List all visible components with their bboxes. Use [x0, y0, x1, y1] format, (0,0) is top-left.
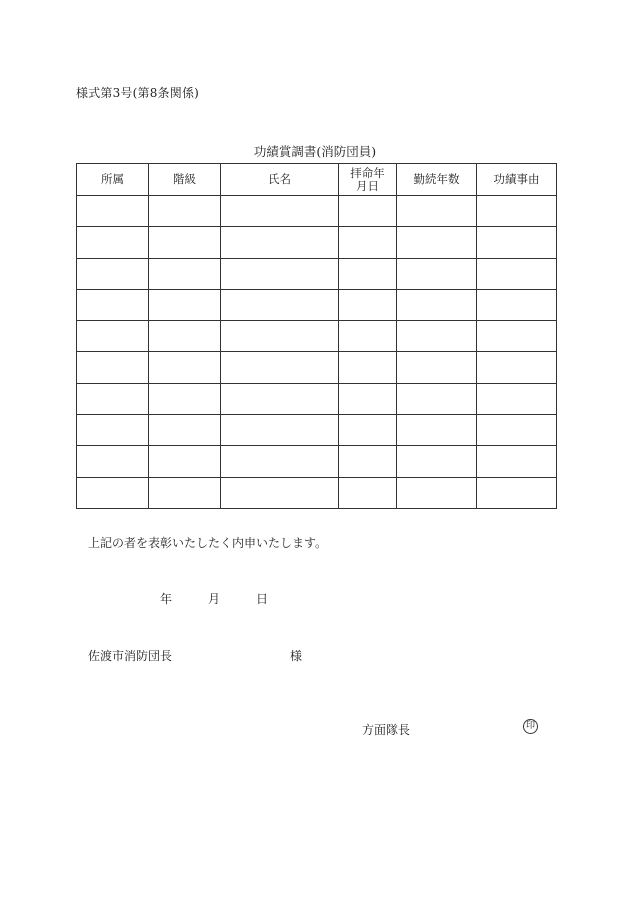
- cell-years-of-service[interactable]: [397, 352, 477, 383]
- cell-rank[interactable]: [149, 258, 221, 289]
- header-rank: 階級: [149, 164, 221, 196]
- cell-appointment-date[interactable]: [339, 352, 397, 383]
- header-affiliation: 所属: [77, 164, 149, 196]
- cell-affiliation[interactable]: [77, 321, 149, 352]
- header-appointment-date: [339, 164, 397, 196]
- merit-record-table: [76, 163, 557, 509]
- cell-rank[interactable]: [149, 321, 221, 352]
- cell-merit-reason[interactable]: [477, 446, 557, 477]
- cell-rank[interactable]: [149, 196, 221, 227]
- sender-title: 方面隊長: [362, 723, 411, 737]
- table-row: [77, 321, 557, 352]
- cell-name[interactable]: [221, 477, 339, 508]
- date-month-label: 月: [208, 592, 221, 606]
- cell-appointment-date[interactable]: [339, 446, 397, 477]
- cell-affiliation[interactable]: [77, 415, 149, 446]
- cell-affiliation[interactable]: [77, 352, 149, 383]
- document-title: 功績賞調書(消防団員): [253, 144, 377, 159]
- cell-name[interactable]: [221, 289, 339, 320]
- date-year-label: 年: [160, 592, 173, 606]
- addressee-name: 佐渡市消防団長: [88, 649, 173, 663]
- cell-years-of-service[interactable]: [397, 289, 477, 320]
- header-appointment-date-line1: 拝命年: [350, 165, 385, 180]
- cell-rank[interactable]: [149, 477, 221, 508]
- cell-name[interactable]: [221, 196, 339, 227]
- form-number: 様式第3号(第8条関係): [76, 86, 200, 100]
- header-years-of-service: 勤続年数: [397, 164, 477, 196]
- table-row: [77, 196, 557, 227]
- seal-mark-icon: 印: [523, 719, 538, 734]
- cell-appointment-date[interactable]: [339, 289, 397, 320]
- cell-rank[interactable]: [149, 446, 221, 477]
- cell-merit-reason[interactable]: [477, 289, 557, 320]
- cell-affiliation[interactable]: [77, 289, 149, 320]
- table-row: [77, 352, 557, 383]
- cell-appointment-date[interactable]: [339, 415, 397, 446]
- cell-years-of-service[interactable]: [397, 227, 477, 258]
- header-appointment-date-line2: 月日: [356, 178, 379, 193]
- table-row: [77, 383, 557, 414]
- header-merit-reason: 功績事由: [477, 164, 557, 196]
- cell-merit-reason[interactable]: [477, 258, 557, 289]
- cell-rank[interactable]: [149, 289, 221, 320]
- cell-affiliation[interactable]: [77, 383, 149, 414]
- table-row: [77, 289, 557, 320]
- cell-years-of-service[interactable]: [397, 477, 477, 508]
- cell-merit-reason[interactable]: [477, 352, 557, 383]
- cell-years-of-service[interactable]: [397, 383, 477, 414]
- date-day-label: 日: [256, 592, 269, 606]
- cell-appointment-date[interactable]: [339, 196, 397, 227]
- cell-name[interactable]: [221, 352, 339, 383]
- table-row: [77, 227, 557, 258]
- cell-years-of-service[interactable]: [397, 446, 477, 477]
- cell-appointment-date[interactable]: [339, 321, 397, 352]
- cell-affiliation[interactable]: [77, 258, 149, 289]
- cell-merit-reason[interactable]: [477, 321, 557, 352]
- cell-affiliation[interactable]: [77, 196, 149, 227]
- statement-text: 上記の者を表彰いたしたく内申いたします。: [88, 536, 328, 550]
- cell-merit-reason[interactable]: [477, 196, 557, 227]
- cell-appointment-date[interactable]: [339, 227, 397, 258]
- table-row: [77, 477, 557, 508]
- cell-merit-reason[interactable]: [477, 477, 557, 508]
- table-header-row: [77, 164, 557, 196]
- cell-years-of-service[interactable]: [397, 258, 477, 289]
- cell-years-of-service[interactable]: [397, 196, 477, 227]
- addressee-honorific: 様: [290, 649, 303, 663]
- table-row: [77, 415, 557, 446]
- cell-name[interactable]: [221, 321, 339, 352]
- table-row: [77, 446, 557, 477]
- cell-name[interactable]: [221, 227, 339, 258]
- cell-affiliation[interactable]: [77, 446, 149, 477]
- cell-rank[interactable]: [149, 415, 221, 446]
- cell-name[interactable]: [221, 383, 339, 414]
- cell-rank[interactable]: [149, 383, 221, 414]
- cell-appointment-date[interactable]: [339, 383, 397, 414]
- cell-name[interactable]: [221, 415, 339, 446]
- cell-years-of-service[interactable]: [397, 321, 477, 352]
- cell-name[interactable]: [221, 258, 339, 289]
- table-row: [77, 258, 557, 289]
- cell-appointment-date[interactable]: [339, 477, 397, 508]
- cell-name[interactable]: [221, 446, 339, 477]
- cell-affiliation[interactable]: [77, 227, 149, 258]
- cell-merit-reason[interactable]: [477, 227, 557, 258]
- header-name: 氏名: [221, 164, 339, 196]
- cell-affiliation[interactable]: [77, 477, 149, 508]
- cell-rank[interactable]: [149, 352, 221, 383]
- cell-years-of-service[interactable]: [397, 415, 477, 446]
- cell-rank[interactable]: [149, 227, 221, 258]
- cell-merit-reason[interactable]: [477, 415, 557, 446]
- cell-merit-reason[interactable]: [477, 383, 557, 414]
- cell-appointment-date[interactable]: [339, 258, 397, 289]
